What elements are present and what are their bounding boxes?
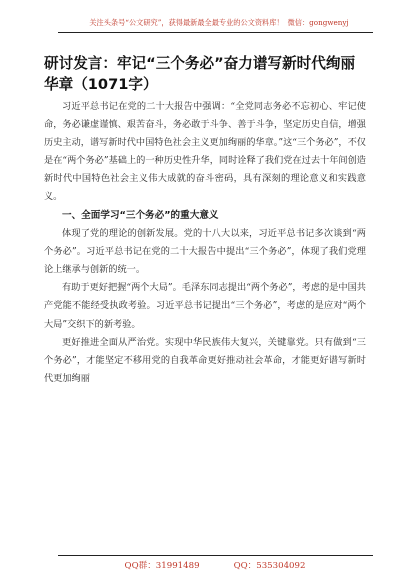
footer xyxy=(60,559,370,573)
section-paragraph: 体现了党的理论的创新发展。党的十八大以来，习近平总书记多次谈到“两个务必”。习近平总书记在党的二十大报告中提出“三个务必”，体现了我们党理论上继承与创新的统一。 xyxy=(44,228,366,276)
header-wechat-text: 微信：gongwenyj xyxy=(287,18,349,27)
footer-divider xyxy=(58,555,373,556)
document-body xyxy=(44,98,366,388)
section-heading: 一、全面学习“三个务必”的重大意义 xyxy=(62,209,219,221)
header-divider xyxy=(58,32,373,33)
header-banner xyxy=(70,14,368,32)
footer-qq: QQ：535304092 xyxy=(233,561,306,571)
footer-qq-group: QQ群：31991489 xyxy=(124,561,200,571)
document-title: 研讨发言：牢记“三个务必”奋力谱写新时代绚丽华章（1071字） xyxy=(44,55,356,93)
header-promo-text: 关注头条号“公文研究”，获得最新最全最专业的公文资料库！ xyxy=(89,18,284,27)
section-paragraph: 更好推进全面从严治党。实现中华民族伟大复兴，关键靠党。只有做到“三个务必”，才能坚定不移用党的自我革命更好推动社会革命，才能更好谱写新时代更加绚丽 xyxy=(44,336,366,384)
intro-paragraph: 习近平总书记在党的二十大报告中强调：“全党同志务必不忘初心、牢记使命，务必谦虚谨慎、艰苦奋斗，务必敢于斗争、善于斗争，坚定历史自信，增强历史主动，谱写新时代中国特色社会主义更加绚丽的华章。”这“三个务必”，不仅是在“两个务必”基础上的一种历史性升华，同时诠释了我们党在过去十年间创造新时代中国特色社会主义伟大成就的奋斗密码，具有深刻的理论意义和实践意义。 xyxy=(44,101,366,203)
section-paragraph: 有助于更好把握“两个大局”。毛泽东同志提出“两个务必”，考虑的是中国共产党能不能经受执政考验。习近平总书记提出“三个务必”，考虑的是应对“两个大局”交织下的新考验。 xyxy=(44,282,366,330)
